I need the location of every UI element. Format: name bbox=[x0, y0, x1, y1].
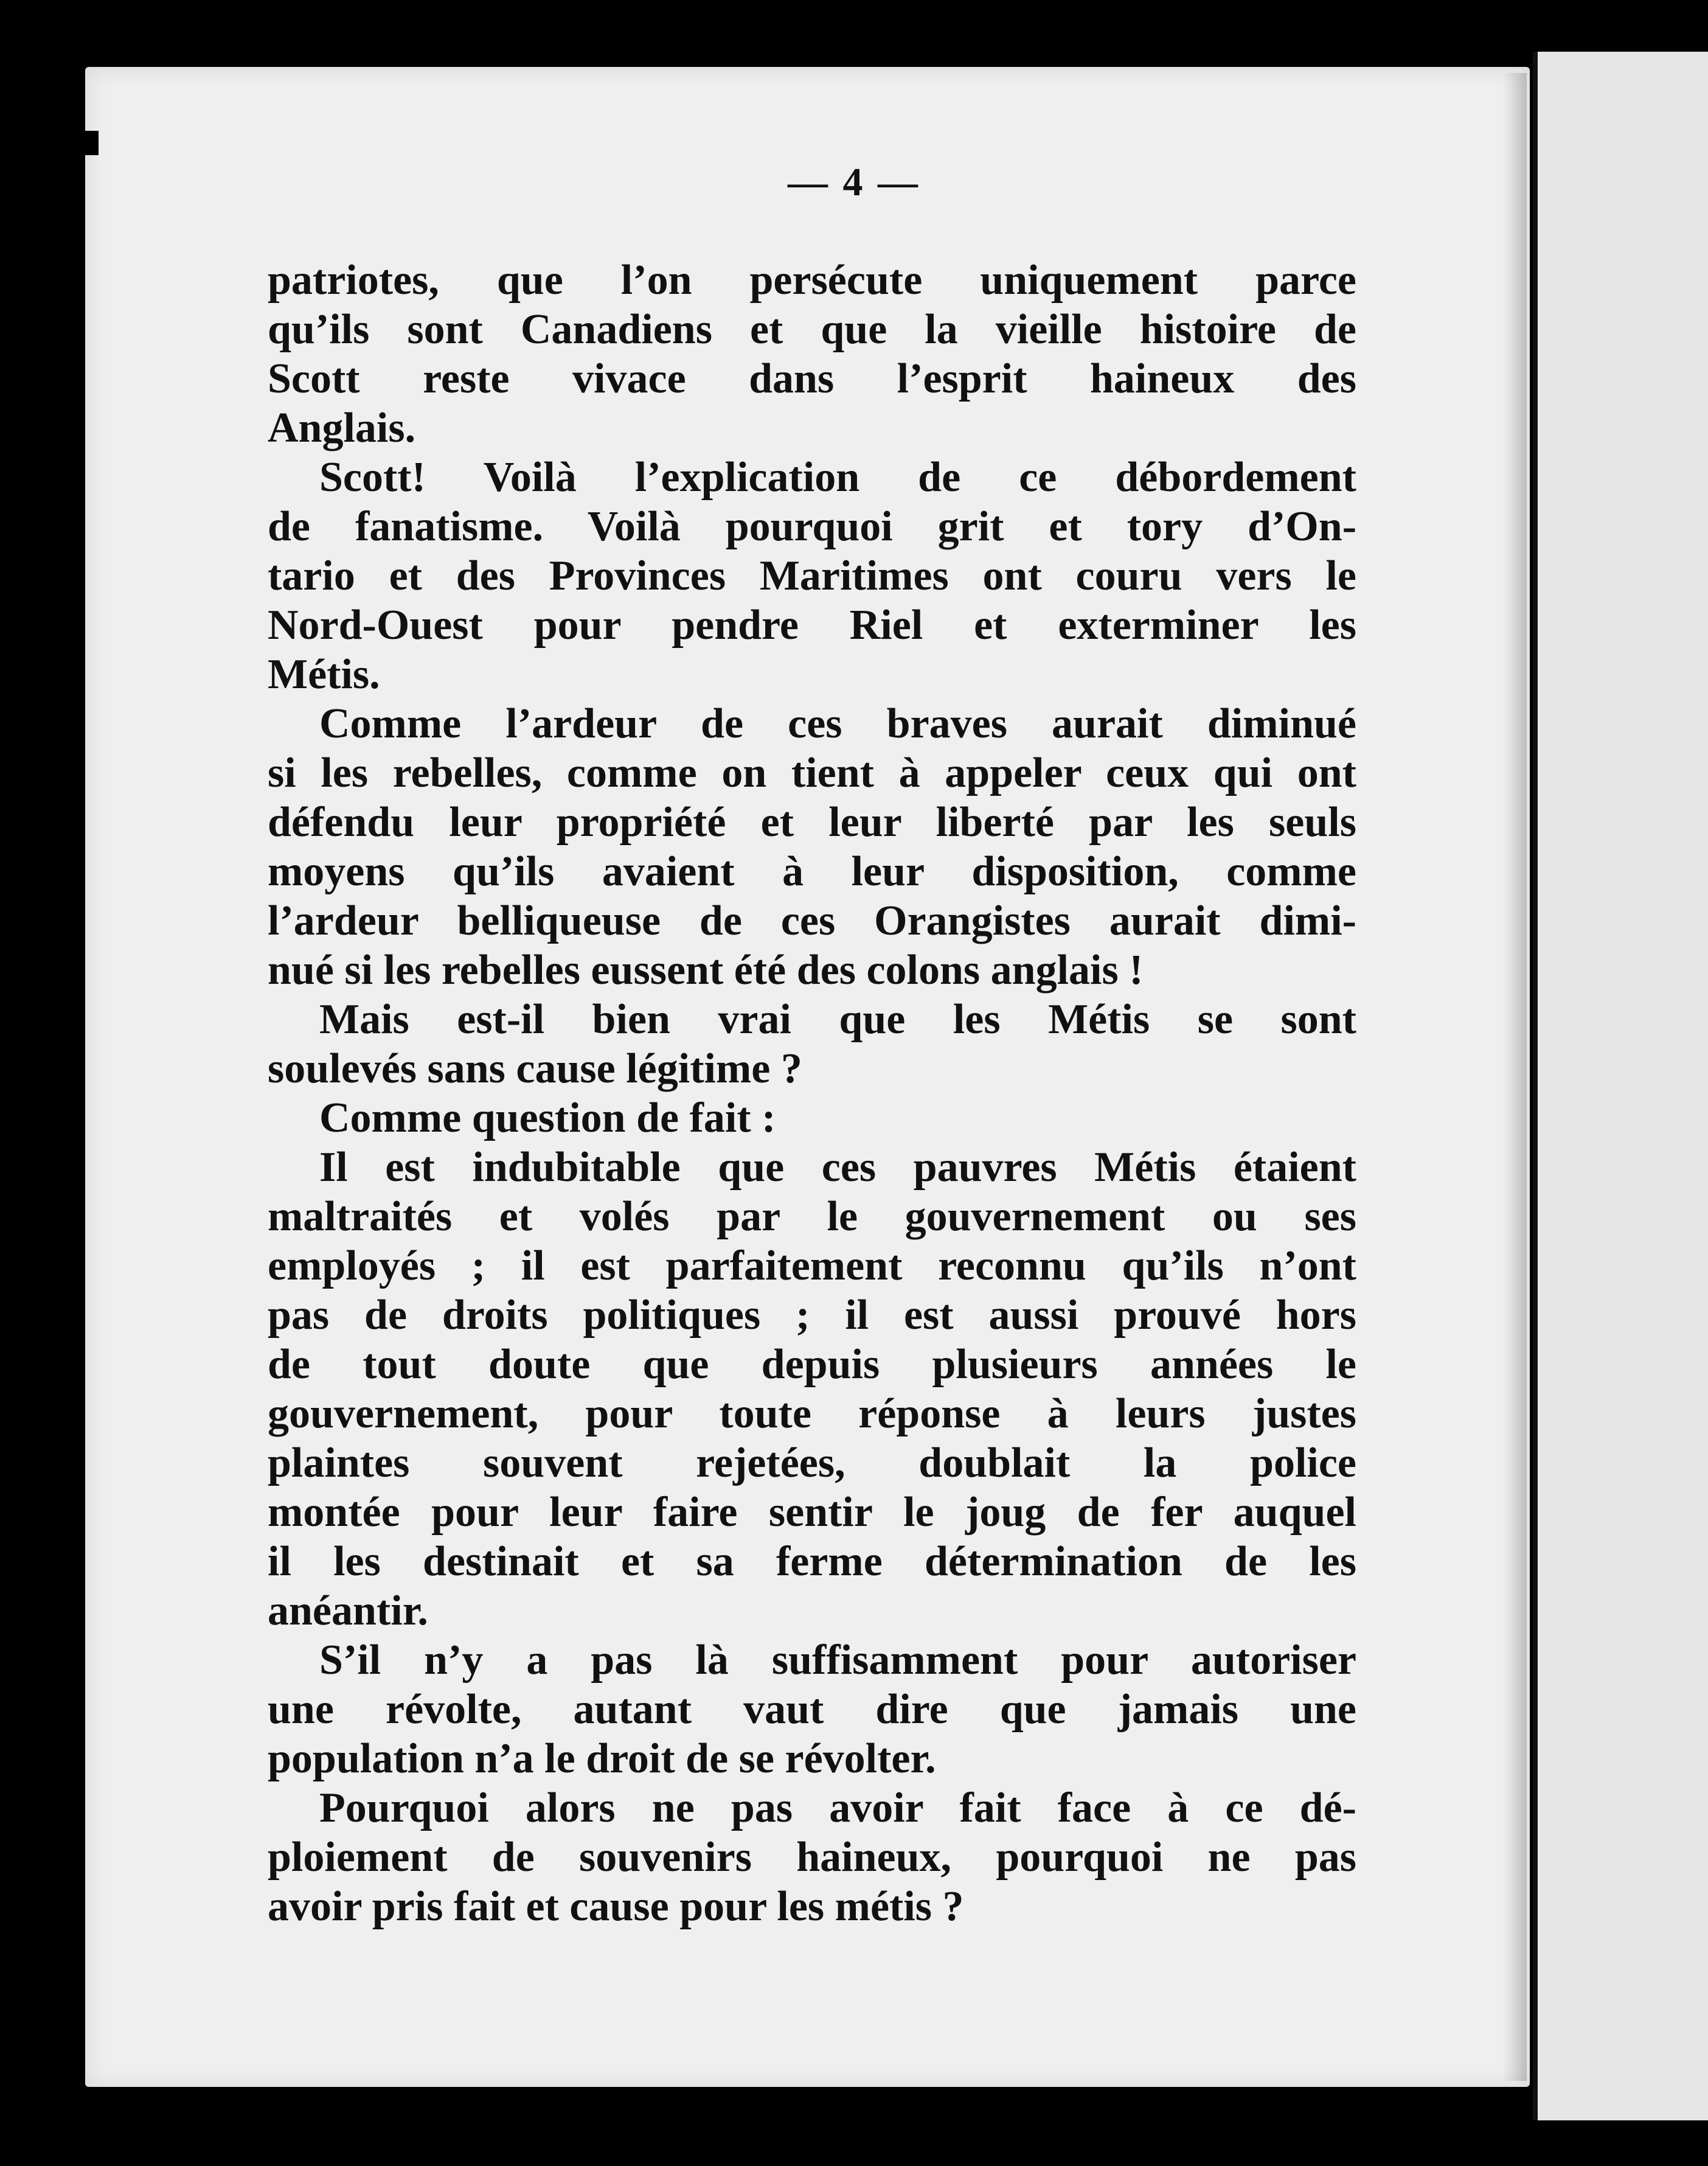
text-line: employés ; il est parfaitement reconnu qu’ils n’ont bbox=[268, 1242, 1356, 1289]
text-line: moyens qu’ils avaient à leur disposition, comme bbox=[268, 848, 1356, 895]
text-line: nué si les rebelles eussent été des colons anglais ! bbox=[268, 947, 1144, 994]
text-line: l’ardeur belliqueuse de ces Orangistes aurait dimi- bbox=[268, 897, 1356, 944]
text-line: si les rebelles, comme on tient à appeler ceux qui ont bbox=[268, 750, 1356, 796]
text-line: Comme question de fait : bbox=[319, 1095, 776, 1141]
text-line: une révolte, autant vaut dire que jamais une bbox=[268, 1686, 1356, 1733]
text-line: Pourquoi alors ne pas avoir fait face à ce dé- bbox=[319, 1785, 1356, 1831]
text-line: Anglais. bbox=[268, 405, 416, 451]
text-line: Il est indubitable que ces pauvres Métis étaient bbox=[319, 1144, 1356, 1191]
adjacent-page-edge bbox=[1533, 52, 1708, 2120]
text-line: pas de droits politiques ; il est aussi prouvé hors bbox=[268, 1292, 1356, 1339]
text-line: gouvernement, pour toute réponse à leurs justes bbox=[268, 1390, 1356, 1437]
text-line: de tout doute que depuis plusieurs années le bbox=[268, 1341, 1356, 1388]
text-line: Nord-Ouest pour pendre Riel et exterminer les bbox=[268, 602, 1356, 649]
text-line: ploiement de souvenirs haineux, pourquoi ne pas bbox=[268, 1834, 1356, 1881]
text-line: qu’ils sont Canadiens et que la vieille histoire de bbox=[268, 306, 1356, 353]
text-line: maltraités et volés par le gouvernement ou ses bbox=[268, 1193, 1356, 1240]
text-line: de fanatisme. Voilà pourquoi grit et tory d’On- bbox=[268, 503, 1356, 550]
text-line: S’il n’y a pas là suffisamment pour autoriser bbox=[319, 1637, 1356, 1684]
text-line: avoir pris fait et cause pour les métis ? bbox=[268, 1883, 964, 1930]
text-line: Métis. bbox=[268, 651, 380, 698]
text-line: anéantir. bbox=[268, 1587, 428, 1634]
text-line: patriotes, que l’on persécute uniquement parce bbox=[268, 257, 1356, 304]
text-line: Scott reste vivace dans l’esprit haineux des bbox=[268, 355, 1356, 402]
text-line: soulevés sans cause légitime ? bbox=[268, 1045, 802, 1092]
text-line: montée pour leur faire sentir le joug de fer auquel bbox=[268, 1489, 1356, 1536]
text-line: Comme l’ardeur de ces braves aurait diminué bbox=[319, 700, 1356, 747]
text-line: tario et des Provinces Maritimes ont couru vers le bbox=[268, 552, 1356, 599]
body-text bbox=[268, 256, 1356, 1931]
text-line: plaintes souvent rejetées, doublait la police bbox=[268, 1440, 1356, 1486]
text-line: il les destinait et sa ferme détermination de les bbox=[268, 1538, 1356, 1585]
text-line: défendu leur propriété et leur liberté par les seuls bbox=[268, 799, 1356, 846]
text-line: Scott! Voilà l’explication de ce débordement bbox=[319, 454, 1356, 501]
page-number: — 4 — bbox=[788, 160, 920, 204]
text-line: Mais est-il bien vrai que les Métis se sont bbox=[319, 996, 1356, 1043]
text-line: population n’a le droit de se révolter. bbox=[268, 1735, 936, 1782]
page-tear bbox=[80, 131, 99, 155]
gutter-shadow bbox=[1502, 73, 1527, 2081]
